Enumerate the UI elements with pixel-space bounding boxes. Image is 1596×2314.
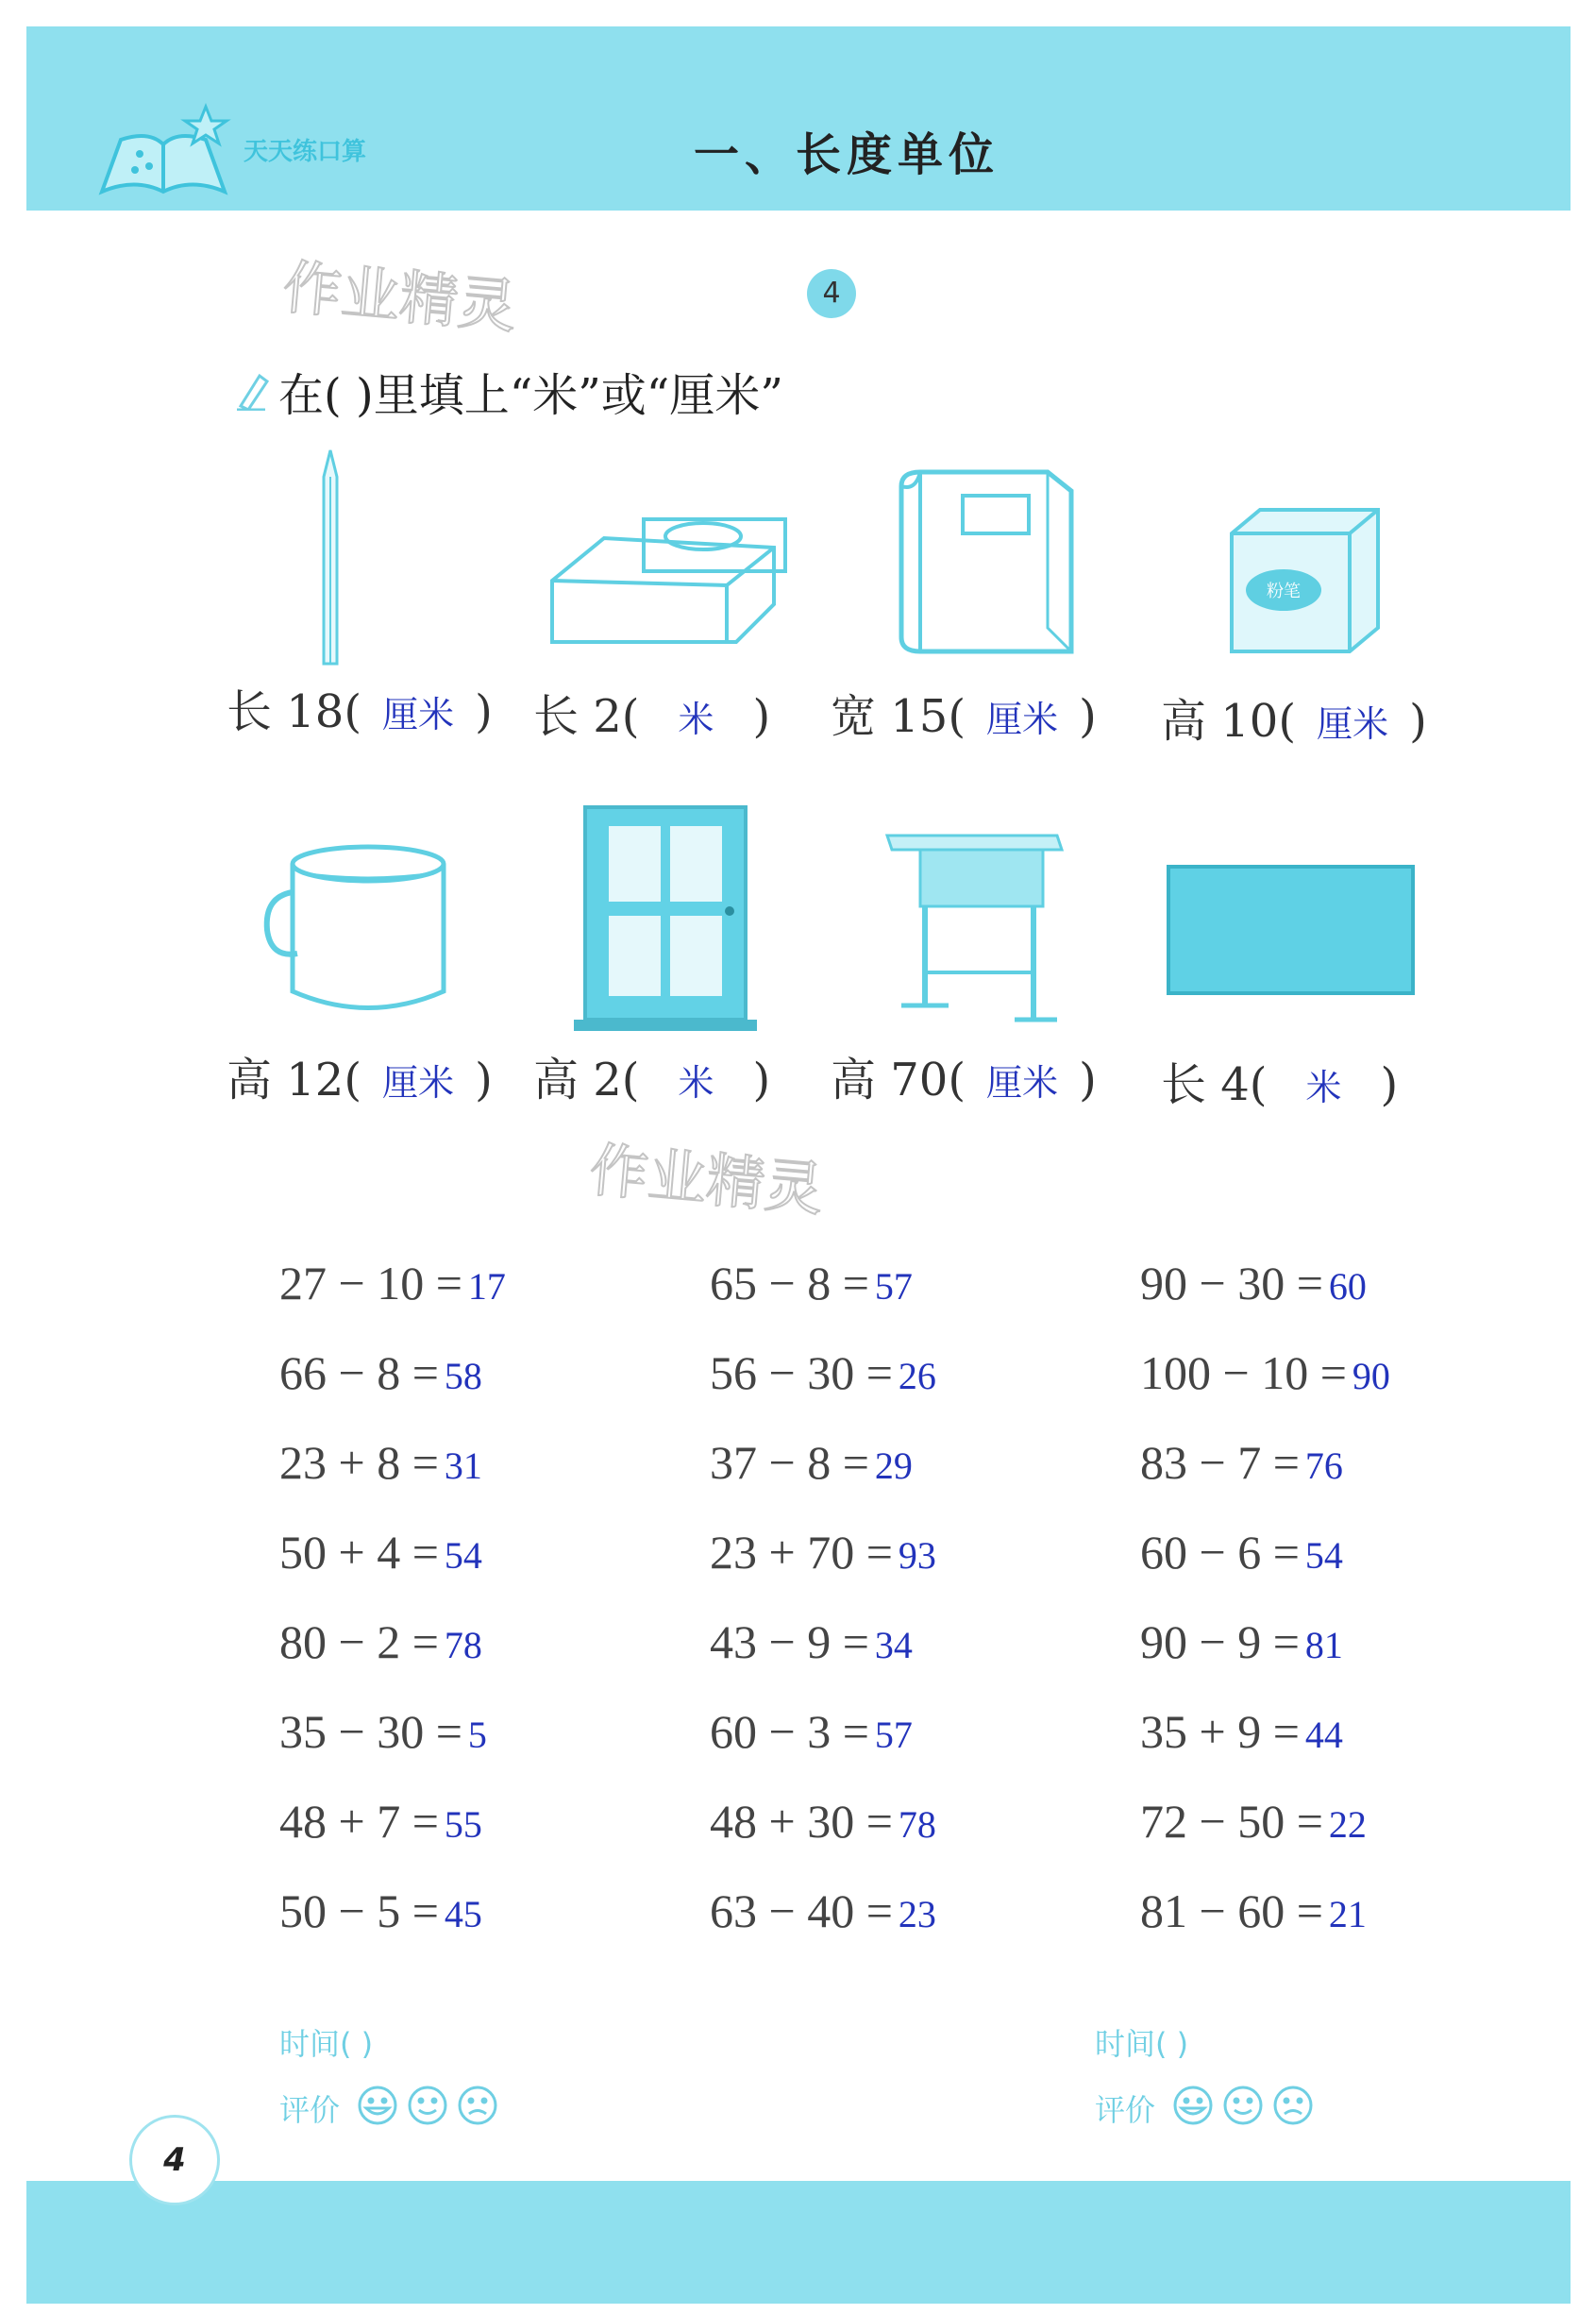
rating-label: 评价 [279,2092,341,2128]
fill-item: 高 10( 厘米 ) [1161,695,1427,748]
book-logo-icon [92,102,234,205]
problem: 50 − 5 = 45 [279,1884,482,1937]
problem: 90 − 9 = 81 [1140,1615,1343,1668]
problem-answer: 58 [444,1355,482,1397]
problem-answer: 31 [444,1444,482,1487]
problem: 35 + 9 = 44 [1140,1705,1343,1758]
problem-answer: 26 [898,1355,936,1397]
problem-answer: 22 [1328,1803,1367,1846]
brand-name: 天天练口算 [244,138,367,166]
answer-text: 厘米 [986,1062,1059,1104]
fill-item: 长 4( 米 ) [1161,1058,1399,1111]
bed-icon [547,510,793,655]
fill-item: 长 2( 米 ) [533,690,771,743]
problem-answer: 54 [1304,1534,1343,1577]
time-label: 时间( ) [1095,2026,1189,2062]
pencil-icon [316,448,344,679]
answer-text: 米 [1305,1067,1342,1108]
problem-answer: 76 [1304,1444,1343,1487]
section-number-badge: 4 [807,269,856,318]
problem: 60 − 3 = 57 [710,1705,913,1758]
rating-label: 评价 [1095,2092,1156,2128]
problem: 60 − 6 = 54 [1140,1526,1343,1579]
rating-faces-icon [1172,2084,1314,2131]
problem: 23 + 70 = 93 [710,1526,936,1579]
door-icon [571,802,760,1038]
fill-item: 宽 15( 厘米 ) [831,690,1097,743]
problem-answer: 90 [1352,1355,1390,1397]
problem-answer: 57 [874,1714,913,1756]
problem: 90 − 30 = 60 [1140,1257,1367,1309]
problem: 37 − 8 = 29 [710,1436,913,1489]
problem: 56 − 30 = 26 [710,1346,936,1399]
problem: 48 + 30 = 78 [710,1795,936,1848]
problem: 65 − 8 = 57 [710,1257,913,1309]
page-number: 4 [129,2115,220,2205]
fill-item: 高 2( 米 ) [533,1054,771,1106]
problem: 63 − 40 = 23 [710,1884,936,1937]
fill-item: 长 18( 厘米 ) [227,685,493,738]
problem-answer: 81 [1304,1624,1343,1666]
problem: 35 − 30 = 5 [279,1705,487,1758]
chalk-box-icon [1227,505,1387,660]
footer-banner [26,2181,1571,2304]
problem-answer: 78 [898,1803,936,1846]
problem: 43 − 9 = 34 [710,1615,913,1668]
watermark: 作业精灵 [586,1135,827,1225]
problem: 23 + 8 = 31 [279,1436,482,1489]
book-icon [897,467,1076,660]
problem: 80 − 2 = 78 [279,1615,482,1668]
answer-text: 米 [678,1062,714,1104]
big-smile-face-icon [357,2084,498,2131]
problem-answer: 23 [898,1893,936,1935]
pencil-mark-icon [233,368,271,414]
problem-answer: 60 [1328,1265,1367,1308]
fill-item: 高 12( 厘米 ) [227,1054,493,1106]
answer-text: 厘米 [382,694,455,735]
fill-item: 高 70( 厘米 ) [831,1054,1097,1106]
problem-answer: 45 [444,1893,482,1935]
chalk-box-text: 粉笔 [1267,582,1301,601]
problem: 100 − 10 = 90 [1140,1346,1390,1399]
problem-answer: 5 [467,1714,487,1756]
problem: 50 + 4 = 54 [279,1526,482,1579]
problem-answer: 93 [898,1534,936,1577]
problem-answer: 55 [444,1803,482,1846]
problem-answer: 78 [444,1624,482,1666]
problem-answer: 17 [467,1265,506,1308]
problem-answer: 44 [1304,1714,1343,1756]
desk-icon [882,821,1071,1033]
problem: 48 + 7 = 55 [279,1795,482,1848]
problem-answer: 29 [874,1444,913,1487]
problem-answer: 34 [874,1624,913,1666]
watermark: 作业精灵 [279,252,520,342]
answer-text: 厘米 [986,699,1059,740]
answer-text: 厘米 [1317,703,1389,745]
blackboard-icon [1166,864,1416,1000]
problem: 83 − 7 = 76 [1140,1436,1343,1489]
instruction-text: 在( )里填上“米”或“厘米” [278,369,783,422]
answer-text: 厘米 [382,1062,455,1104]
problem-answer: 21 [1328,1893,1367,1935]
problem: 72 − 50 = 22 [1140,1795,1367,1848]
problem: 66 − 8 = 58 [279,1346,482,1399]
problem: 81 − 60 = 21 [1140,1884,1367,1937]
problem-answer: 54 [444,1534,482,1577]
time-label: 时间( ) [279,2026,374,2062]
cup-icon [260,840,448,1023]
page-title: 一、长度单位 [694,128,1000,181]
problem: 27 − 10 = 17 [279,1257,506,1309]
problem-answer: 57 [874,1265,913,1308]
answer-text: 米 [678,699,714,740]
